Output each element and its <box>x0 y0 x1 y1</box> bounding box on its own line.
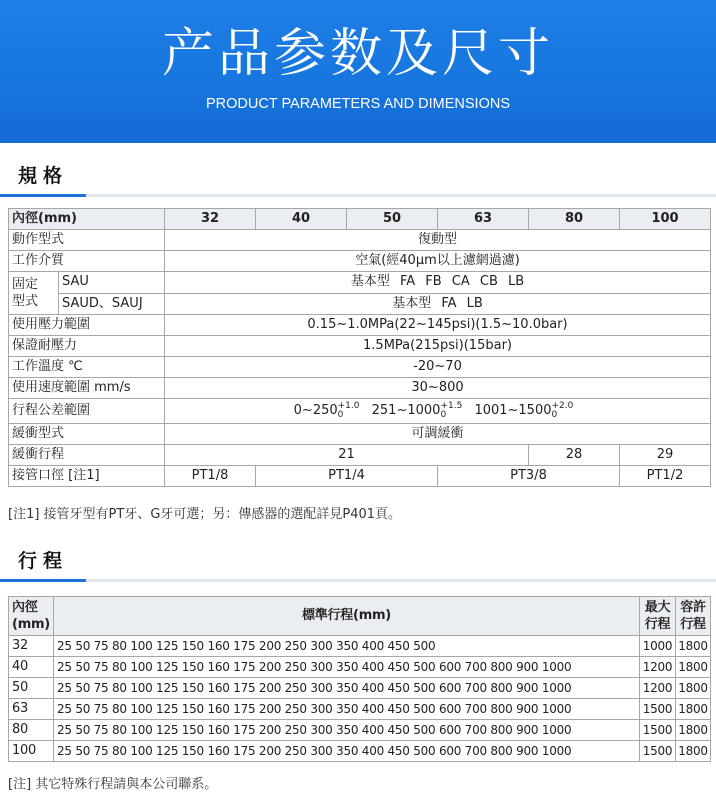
row-label: 使用速度範圍 mm/s <box>9 378 165 399</box>
allow-stroke-cell: 1800 <box>676 678 711 699</box>
stroke-section-title: 行程 <box>18 550 69 572</box>
tolerance-lower: 0 <box>337 409 344 420</box>
spec-section-header <box>0 157 716 197</box>
max-stroke-cell: 1200 <box>640 678 676 699</box>
allow-stroke-cell: 1800 <box>676 636 711 657</box>
max-stroke-header-line: 行程 <box>644 617 671 632</box>
bore-cell: 32 <box>9 636 54 657</box>
spec-row-pressure <box>9 315 711 336</box>
tolerance-lower: 0 <box>440 409 447 420</box>
tolerance-lower: 0 <box>551 409 558 420</box>
tolerance-upper: +1.0 <box>337 400 360 411</box>
bore-cell: 80 <box>9 720 54 741</box>
stroke-list-cell: 25 50 75 80 100 125 150 160 175 200 250 300 350 400 450 500 600 700 800 900 1000 <box>54 657 640 678</box>
bore-header-line: (mm) <box>12 617 50 632</box>
row-value: 1.5MPa(215psi)(15bar) <box>165 336 711 357</box>
row-value: 可調緩衝 <box>165 424 711 445</box>
row-value: 復動型 <box>165 230 711 251</box>
row-label: 工作溫度 ℃ <box>9 357 165 378</box>
spec-row-speed <box>9 378 711 399</box>
tolerance-limits <box>338 402 360 420</box>
tolerance-range: 1001~1500 <box>474 403 552 418</box>
bore-cell: 63 <box>9 699 54 720</box>
row-value: PT1/2 <box>620 466 711 487</box>
row-value: -20~70 <box>165 357 711 378</box>
spec-row-tolerance <box>9 399 711 424</box>
allow-stroke-header-line: 容許 <box>680 600 706 615</box>
spec-row-cushion-stroke <box>9 445 711 466</box>
table-row <box>9 657 711 678</box>
row-label: 接管口徑 [注1] <box>9 466 165 487</box>
bore-cell: 50 <box>9 678 54 699</box>
allow-stroke-cell: 1800 <box>676 699 711 720</box>
stroke-section-header <box>0 542 716 582</box>
row-label: 保證耐壓力 <box>9 336 165 357</box>
spec-row-action <box>9 230 711 251</box>
bore-value: 80 <box>529 209 620 230</box>
standard-stroke-header: 標準行程(mm) <box>54 597 640 636</box>
spec-header-row <box>9 209 711 230</box>
bore-cell: 100 <box>9 741 54 762</box>
row-value: PT1/4 <box>256 466 438 487</box>
page-subtitle: PRODUCT PARAMETERS AND DIMENSIONS <box>205 96 510 112</box>
tolerance-values <box>165 399 711 424</box>
spec-row-medium <box>9 251 711 272</box>
spec-row-temperature <box>9 357 711 378</box>
tolerance-limits <box>440 402 462 420</box>
stroke-list-cell: 25 50 75 80 100 125 150 160 175 200 250 300 350 400 450 500 <box>54 636 640 657</box>
bore-header-line: 內徑 <box>12 600 38 615</box>
table-row <box>9 741 711 762</box>
max-stroke-cell: 1500 <box>640 741 676 762</box>
row-label: 工作介質 <box>9 251 165 272</box>
section-accent <box>0 194 86 197</box>
mount-type-label-line: 型式 <box>12 294 39 309</box>
row-value: PT1/8 <box>165 466 256 487</box>
model-label: SAU <box>59 272 165 294</box>
row-value: 29 <box>620 445 711 466</box>
allow-stroke-header-line: 行程 <box>680 617 706 632</box>
spec-section-title: 規格 <box>18 165 69 187</box>
bore-header <box>9 597 54 636</box>
table-row <box>9 678 711 699</box>
allow-stroke-cell: 1800 <box>676 657 711 678</box>
spec-row-proof-pressure <box>9 336 711 357</box>
row-label: 行程公差範圍 <box>9 399 165 424</box>
max-stroke-header-line: 最大 <box>644 600 671 615</box>
table-row <box>9 636 711 657</box>
spec-table <box>8 208 711 487</box>
row-label: 緩衝型式 <box>9 424 165 445</box>
stroke-table <box>8 596 711 762</box>
spec-row-cushion-type <box>9 424 711 445</box>
bore-value: 50 <box>347 209 438 230</box>
bore-value: 32 <box>165 209 256 230</box>
spec-row-mount-sau <box>9 272 711 294</box>
spec-row-mount-saud <box>9 293 711 315</box>
spec-row-port <box>9 466 711 487</box>
stroke-header-row <box>9 597 711 636</box>
tolerance-limits <box>552 402 574 420</box>
spec-footnote: [注1] 接管牙型有PT牙、G牙可選；另：傳感器的選配詳見P401頁。 <box>8 507 402 522</box>
stroke-list-cell: 25 50 75 80 100 125 150 160 175 200 250 300 350 400 450 500 600 700 800 900 1000 <box>54 678 640 699</box>
stroke-footnote: [注] 其它特殊行程請與本公司聯系。 <box>8 777 218 792</box>
row-value: 30~800 <box>165 378 711 399</box>
tolerance-range: 0~250 <box>293 403 338 418</box>
tolerance-upper: +2.0 <box>551 400 574 411</box>
max-stroke-cell: 1500 <box>640 720 676 741</box>
row-label: 使用壓力範圍 <box>9 315 165 336</box>
tolerance-range: 251~1000 <box>371 403 441 418</box>
model-label: SAUD、SAUJ <box>59 293 165 315</box>
section-divider <box>0 194 716 197</box>
allow-stroke-header <box>676 597 711 636</box>
row-value: 空氣(經40μm以上濾網過濾) <box>165 251 711 272</box>
row-value: 28 <box>529 445 620 466</box>
max-stroke-header <box>640 597 676 636</box>
bore-cell: 40 <box>9 657 54 678</box>
table-row <box>9 699 711 720</box>
mount-type-label <box>9 272 59 315</box>
stroke-list-cell: 25 50 75 80 100 125 150 160 175 200 250 300 350 400 450 500 600 700 800 900 1000 <box>54 741 640 762</box>
row-value: PT3/8 <box>438 466 620 487</box>
header-banner <box>0 0 716 143</box>
allow-stroke-cell: 1800 <box>676 720 711 741</box>
row-label: 緩衝行程 <box>9 445 165 466</box>
allow-stroke-cell: 1800 <box>676 741 711 762</box>
row-value: 基本型 FA LB <box>165 293 711 315</box>
max-stroke-cell: 1500 <box>640 699 676 720</box>
tolerance-upper: +1.5 <box>440 400 463 411</box>
page-title: 产品参数及尺寸 <box>161 24 554 84</box>
bore-value: 63 <box>438 209 529 230</box>
bore-value: 40 <box>256 209 347 230</box>
section-accent <box>0 579 86 582</box>
bore-value: 100 <box>620 209 711 230</box>
stroke-list-cell: 25 50 75 80 100 125 150 160 175 200 250 300 350 400 450 500 600 700 800 900 1000 <box>54 699 640 720</box>
row-value: 基本型 FA FB CA CB LB <box>165 272 711 294</box>
row-value: 0.15~1.0MPa(22~145psi)(1.5~10.0bar) <box>165 315 711 336</box>
row-value: 21 <box>165 445 529 466</box>
max-stroke-cell: 1200 <box>640 657 676 678</box>
row-label: 動作型式 <box>9 230 165 251</box>
section-divider <box>0 579 716 582</box>
table-row <box>9 720 711 741</box>
bore-header: 內徑(mm) <box>9 209 165 230</box>
mount-type-label-line: 固定 <box>12 277 39 292</box>
stroke-list-cell: 25 50 75 80 100 125 150 160 175 200 250 300 350 400 450 500 600 700 800 900 1000 <box>54 720 640 741</box>
max-stroke-cell: 1000 <box>640 636 676 657</box>
